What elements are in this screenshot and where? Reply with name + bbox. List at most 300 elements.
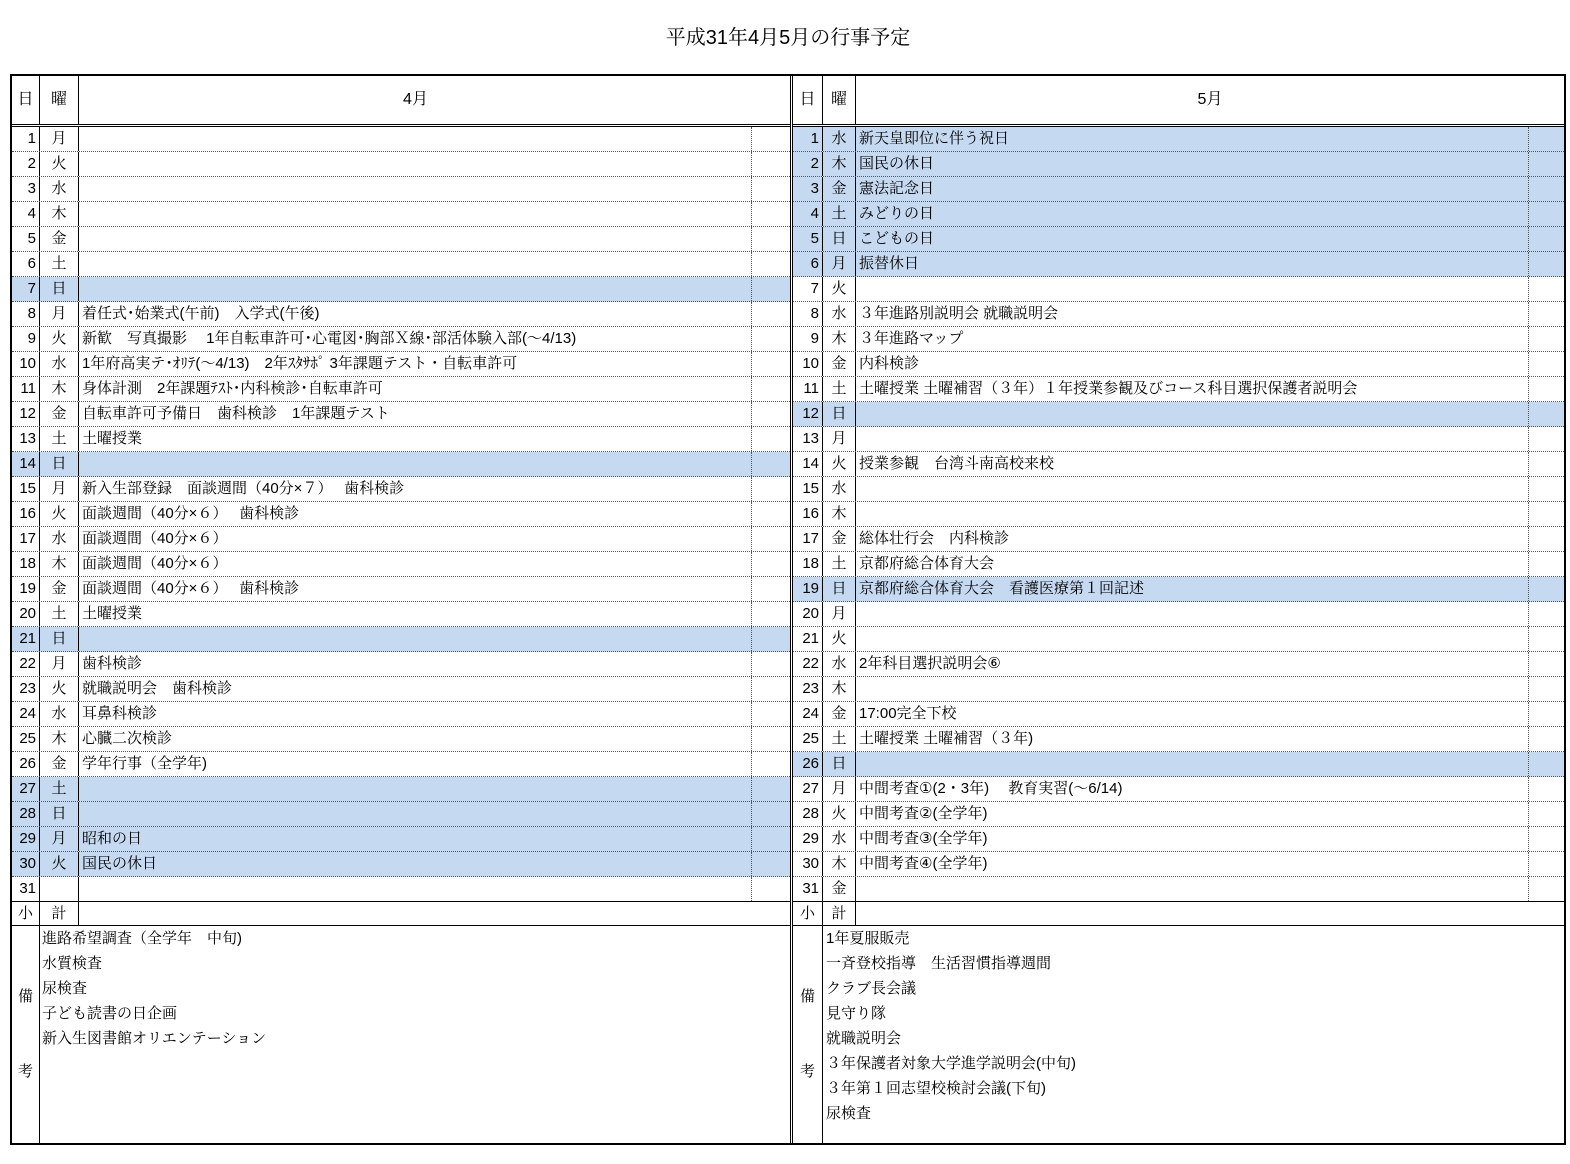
event-text: 中間考査④(全学年) xyxy=(856,852,1529,876)
day-number: 31 xyxy=(12,877,40,901)
weekday: 月 xyxy=(40,827,79,851)
weekday: 土 xyxy=(823,552,856,576)
notes-list xyxy=(40,926,790,1143)
schedule-row xyxy=(12,677,790,702)
extra-cell xyxy=(1529,327,1564,351)
day-number: 27 xyxy=(12,777,40,801)
event-text xyxy=(856,427,1529,451)
schedule-rows xyxy=(12,127,790,902)
table-header xyxy=(793,76,1564,127)
schedule-row xyxy=(793,702,1564,727)
event-text: 京都府総合体育大会 看護医療第１回記述 xyxy=(856,577,1529,601)
weekday: 日 xyxy=(823,402,856,426)
day-number: 19 xyxy=(12,577,40,601)
notes-section xyxy=(793,926,1564,1143)
weekday: 土 xyxy=(823,377,856,401)
day-number: 12 xyxy=(12,402,40,426)
note-item: ３年保護者対象大学進学説明会(中旬) xyxy=(826,1055,1076,1072)
schedule-row xyxy=(793,177,1564,202)
schedule-row xyxy=(12,552,790,577)
extra-cell xyxy=(1529,227,1564,251)
schedule-row xyxy=(12,377,790,402)
schedule-row xyxy=(12,127,790,152)
weekday: 日 xyxy=(40,452,79,476)
event-text: 新入生部登録 面談週間（40分×７） 歯科検診 xyxy=(79,477,752,501)
event-text xyxy=(79,152,752,176)
weekday: 水 xyxy=(823,302,856,326)
extra-cell xyxy=(752,652,790,676)
extra-cell xyxy=(752,627,790,651)
event-text xyxy=(79,802,752,826)
weekday: 木 xyxy=(40,552,79,576)
extra-cell xyxy=(1529,277,1564,301)
schedule-row xyxy=(12,652,790,677)
schedule-row xyxy=(793,627,1564,652)
extra-cell xyxy=(752,602,790,626)
extra-cell xyxy=(752,552,790,576)
weekday: 火 xyxy=(40,677,79,701)
schedule-row xyxy=(12,177,790,202)
event-text: 土曜授業 xyxy=(79,427,752,451)
weekday: 日 xyxy=(823,752,856,776)
day-number: 13 xyxy=(12,427,40,451)
schedule-row xyxy=(12,602,790,627)
schedule-row xyxy=(793,852,1564,877)
notes-label xyxy=(793,926,823,1143)
event-text xyxy=(79,177,752,201)
day-number: 21 xyxy=(12,627,40,651)
extra-cell xyxy=(752,127,790,151)
weekday: 月 xyxy=(823,427,856,451)
day-number: 7 xyxy=(12,277,40,301)
day-number: 1 xyxy=(793,127,823,151)
day-number: 2 xyxy=(793,152,823,176)
day-number: 5 xyxy=(793,227,823,251)
note-item: 一斉登校指導 生活習慣指導週間 xyxy=(826,955,1052,972)
extra-cell xyxy=(1529,477,1564,501)
weekday: 金 xyxy=(40,577,79,601)
schedule-row xyxy=(793,377,1564,402)
extra-cell xyxy=(1529,852,1564,876)
weekday: 金 xyxy=(823,177,856,201)
weekday: 火 xyxy=(823,802,856,826)
schedule-row xyxy=(793,877,1564,902)
weekday: 金 xyxy=(40,402,79,426)
day-number: 28 xyxy=(12,802,40,826)
subtotal-label-total: 計 xyxy=(823,902,856,925)
extra-cell xyxy=(752,502,790,526)
event-text: 身体計測 2年課題ﾃｽﾄ･内科検診･自転車許可 xyxy=(79,377,752,401)
schedule-row xyxy=(793,777,1564,802)
schedule-row xyxy=(793,402,1564,427)
header-month: 5月 xyxy=(1197,91,1223,108)
note-item: 1年夏服販売 xyxy=(826,930,910,947)
day-number: 22 xyxy=(12,652,40,676)
day-number: 10 xyxy=(793,352,823,376)
schedule-row xyxy=(12,527,790,552)
subtotal-value xyxy=(79,902,790,925)
weekday: 木 xyxy=(40,202,79,226)
extra-cell xyxy=(752,402,790,426)
weekday: 月 xyxy=(823,252,856,276)
event-text: 憲法記念日 xyxy=(856,177,1529,201)
day-number: 3 xyxy=(793,177,823,201)
weekday: 月 xyxy=(40,302,79,326)
schedule-row xyxy=(12,152,790,177)
notes-list xyxy=(823,926,1564,1143)
event-text: 面談週間（40分×６） xyxy=(79,552,752,576)
weekday: 火 xyxy=(40,327,79,351)
day-number: 25 xyxy=(793,727,823,751)
day-number: 11 xyxy=(12,377,40,401)
weekday: 水 xyxy=(40,702,79,726)
day-number: 1 xyxy=(12,127,40,151)
event-text: 中間考査③(全学年) xyxy=(856,827,1529,851)
note-item: 就職説明会 xyxy=(826,1030,902,1047)
note-item: 尿検査 xyxy=(826,1105,872,1122)
header-day: 日 xyxy=(12,76,40,124)
event-text xyxy=(856,277,1529,301)
day-number: 5 xyxy=(12,227,40,251)
weekday: 土 xyxy=(40,252,79,276)
extra-cell xyxy=(752,852,790,876)
day-number: 8 xyxy=(12,302,40,326)
extra-cell xyxy=(752,327,790,351)
subtotal-label-total: 計 xyxy=(40,902,79,925)
extra-cell xyxy=(1529,702,1564,726)
weekday: 日 xyxy=(40,277,79,301)
schedule-row xyxy=(12,702,790,727)
extra-cell xyxy=(752,702,790,726)
event-text: 新歓 写真撮影 1年自転車許可･心電図･胸部Ｘ線･部活体験入部(～4/13) xyxy=(79,327,752,351)
note-item: 見守り隊 xyxy=(826,1005,887,1022)
day-number: 16 xyxy=(12,502,40,526)
schedule-row xyxy=(12,502,790,527)
extra-cell xyxy=(752,377,790,401)
weekday: 水 xyxy=(823,127,856,151)
event-text: 土曜授業 xyxy=(79,602,752,626)
event-text: 内科検診 xyxy=(856,352,1529,376)
event-text: 心臓二次検診 xyxy=(79,727,752,751)
weekday: 水 xyxy=(40,527,79,551)
weekday: 木 xyxy=(823,327,856,351)
schedule-row xyxy=(12,802,790,827)
day-number: 11 xyxy=(793,377,823,401)
note-item: クラブ長会議 xyxy=(826,980,917,997)
header-month: 4月 xyxy=(403,91,428,108)
event-text xyxy=(856,752,1529,776)
extra-cell xyxy=(1529,752,1564,776)
day-number: 28 xyxy=(793,802,823,826)
day-number: 3 xyxy=(12,177,40,201)
day-number: 25 xyxy=(12,727,40,751)
extra-cell xyxy=(1529,627,1564,651)
extra-cell xyxy=(1529,652,1564,676)
weekday: 日 xyxy=(823,577,856,601)
schedule-row xyxy=(793,477,1564,502)
schedule-row xyxy=(793,652,1564,677)
event-text: ３年進路別説明会 就職説明会 xyxy=(856,302,1529,326)
schedule-row xyxy=(12,327,790,352)
event-text: 土曜授業 土曜補習（３年) xyxy=(856,727,1529,751)
weekday: 火 xyxy=(823,627,856,651)
event-text xyxy=(79,202,752,226)
schedule-row xyxy=(12,452,790,477)
day-number: 14 xyxy=(12,452,40,476)
weekday: 木 xyxy=(823,152,856,176)
event-text xyxy=(856,502,1529,526)
schedule-row xyxy=(12,577,790,602)
extra-cell xyxy=(752,177,790,201)
notes-section xyxy=(12,926,790,1143)
event-text: 新天皇即位に伴う祝日 xyxy=(856,127,1529,151)
weekday: 金 xyxy=(823,702,856,726)
event-text xyxy=(79,277,752,301)
notes-label xyxy=(12,926,40,1143)
extra-cell xyxy=(1529,377,1564,401)
schedule-rows xyxy=(793,127,1564,902)
day-number: 21 xyxy=(793,627,823,651)
day-number: 29 xyxy=(793,827,823,851)
extra-cell xyxy=(1529,677,1564,701)
extra-cell xyxy=(1529,252,1564,276)
day-number: 18 xyxy=(12,552,40,576)
extra-cell xyxy=(752,427,790,451)
day-number: 20 xyxy=(12,602,40,626)
schedule-row xyxy=(793,352,1564,377)
day-number: 12 xyxy=(793,402,823,426)
day-number: 13 xyxy=(793,427,823,451)
event-text xyxy=(79,452,752,476)
weekday: 月 xyxy=(823,777,856,801)
weekday: 火 xyxy=(823,277,856,301)
day-number: 6 xyxy=(12,252,40,276)
schedule-row xyxy=(12,252,790,277)
subtotal-label-small: 小 xyxy=(793,902,823,925)
weekday: 金 xyxy=(40,752,79,776)
day-number: 30 xyxy=(793,852,823,876)
weekday: 木 xyxy=(40,727,79,751)
header-day: 日 xyxy=(793,76,823,124)
schedule-row xyxy=(12,777,790,802)
day-number: 29 xyxy=(12,827,40,851)
event-text: 17:00完全下校 xyxy=(856,702,1529,726)
schedule-row xyxy=(793,152,1564,177)
day-number: 23 xyxy=(12,677,40,701)
extra-cell xyxy=(1529,577,1564,601)
day-number: 17 xyxy=(12,527,40,551)
extra-cell xyxy=(1529,727,1564,751)
schedule-row xyxy=(12,202,790,227)
day-number: 9 xyxy=(793,327,823,351)
schedule-row xyxy=(793,527,1564,552)
weekday: 水 xyxy=(40,352,79,376)
notes-label-char: 備 xyxy=(799,988,815,1005)
event-text xyxy=(856,602,1529,626)
day-number: 15 xyxy=(793,477,823,501)
weekday: 火 xyxy=(823,452,856,476)
schedule-row xyxy=(793,802,1564,827)
weekday: 金 xyxy=(823,877,856,901)
extra-cell xyxy=(1529,152,1564,176)
schedule-row xyxy=(793,127,1564,152)
event-text: 総体壮行会 内科検診 xyxy=(856,527,1529,551)
day-number: 4 xyxy=(12,202,40,226)
day-number: 24 xyxy=(12,702,40,726)
schedule-row xyxy=(12,302,790,327)
note-item: 新入生図書館オリエンテーション xyxy=(42,1030,267,1047)
notes-label-char: 備 xyxy=(17,988,33,1005)
extra-cell xyxy=(752,477,790,501)
weekday: 土 xyxy=(40,777,79,801)
event-text: 2年科目選択説明会⑥ xyxy=(856,652,1529,676)
day-number: 24 xyxy=(793,702,823,726)
day-number: 19 xyxy=(793,577,823,601)
day-number: 7 xyxy=(793,277,823,301)
may-table xyxy=(790,76,1564,1143)
subtotal-label-small: 小 xyxy=(12,902,40,925)
event-text: こどもの日 xyxy=(856,227,1529,251)
schedule-row xyxy=(793,602,1564,627)
event-text xyxy=(79,252,752,276)
event-text: 学年行事（全学年) xyxy=(79,752,752,776)
day-number: 31 xyxy=(793,877,823,901)
day-number: 6 xyxy=(793,252,823,276)
note-item: ３年第１回志望校検討会議(下旬) xyxy=(826,1080,1046,1097)
schedule-row xyxy=(12,352,790,377)
weekday: 土 xyxy=(823,202,856,226)
event-text: 中間考査①(2・3年) 教育実習(～6/14) xyxy=(856,777,1529,801)
table-header xyxy=(12,76,790,127)
event-text: 授業参観 台湾斗南高校来校 xyxy=(856,452,1529,476)
weekday: 火 xyxy=(40,152,79,176)
day-number: 26 xyxy=(12,752,40,776)
schedule-row xyxy=(12,877,790,902)
weekday: 月 xyxy=(823,602,856,626)
extra-cell xyxy=(1529,527,1564,551)
extra-cell xyxy=(752,152,790,176)
extra-cell xyxy=(1529,177,1564,201)
day-number: 26 xyxy=(793,752,823,776)
note-item: 子ども読書の日企画 xyxy=(42,1005,178,1022)
extra-cell xyxy=(1529,777,1564,801)
extra-cell xyxy=(752,777,790,801)
extra-cell xyxy=(752,577,790,601)
notes-label-char: 考 xyxy=(17,1063,33,1080)
schedule-row xyxy=(793,302,1564,327)
schedule-row xyxy=(793,727,1564,752)
event-text xyxy=(79,227,752,251)
extra-cell xyxy=(1529,802,1564,826)
weekday: 火 xyxy=(40,502,79,526)
weekday: 月 xyxy=(40,477,79,501)
extra-cell xyxy=(752,727,790,751)
event-text: 面談週間（40分×６） 歯科検診 xyxy=(79,577,752,601)
extra-cell xyxy=(752,527,790,551)
extra-cell xyxy=(1529,502,1564,526)
schedule-row xyxy=(12,402,790,427)
event-text: 1年府高実テ･ｵﾘﾃ(～4/13) 2年ｽﾀｻﾎﾟ 3年課題テスト・自転車許可 xyxy=(79,352,752,376)
schedule-row xyxy=(793,577,1564,602)
event-text: ３年進路マップ xyxy=(856,327,1529,351)
note-item: 尿検査 xyxy=(42,980,88,997)
event-text: 耳鼻科検診 xyxy=(79,702,752,726)
extra-cell xyxy=(1529,602,1564,626)
weekday: 土 xyxy=(40,602,79,626)
extra-cell xyxy=(752,352,790,376)
weekday: 木 xyxy=(823,852,856,876)
extra-cell xyxy=(752,277,790,301)
weekday xyxy=(40,877,79,901)
event-text: 就職説明会 歯科検診 xyxy=(79,677,752,701)
extra-cell xyxy=(1529,877,1564,901)
extra-cell xyxy=(752,877,790,901)
schedule-row xyxy=(793,202,1564,227)
event-text: 自転車許可予備日 歯科検診 1年課題テスト xyxy=(79,402,752,426)
weekday: 日 xyxy=(823,227,856,251)
schedule-row xyxy=(793,277,1564,302)
event-text: 面談週間（40分×６） 歯科検診 xyxy=(79,502,752,526)
schedule-row xyxy=(793,452,1564,477)
event-text: 面談週間（40分×６） xyxy=(79,527,752,551)
event-text xyxy=(856,477,1529,501)
event-text: 中間考査②(全学年) xyxy=(856,802,1529,826)
day-number: 8 xyxy=(793,302,823,326)
event-text: 京都府総合体育大会 xyxy=(856,552,1529,576)
weekday: 水 xyxy=(40,177,79,201)
extra-cell xyxy=(1529,352,1564,376)
page-title: 平成31年4月5月の行事予定 xyxy=(665,27,911,49)
day-number: 15 xyxy=(12,477,40,501)
event-text: みどりの日 xyxy=(856,202,1529,226)
day-number: 16 xyxy=(793,502,823,526)
weekday: 日 xyxy=(40,802,79,826)
weekday: 水 xyxy=(823,652,856,676)
event-text xyxy=(79,777,752,801)
weekday: 水 xyxy=(823,827,856,851)
event-text: 土曜授業 土曜補習（３年）１年授業参観及びコース科目選択保護者説明会 xyxy=(856,377,1529,401)
extra-cell xyxy=(1529,452,1564,476)
weekday: 木 xyxy=(823,677,856,701)
day-number: 23 xyxy=(793,677,823,701)
schedule-row xyxy=(12,827,790,852)
weekday: 月 xyxy=(40,127,79,151)
weekday: 水 xyxy=(823,477,856,501)
day-number: 17 xyxy=(793,527,823,551)
event-text: 国民の休日 xyxy=(79,852,752,876)
schedule-row xyxy=(793,327,1564,352)
extra-cell xyxy=(752,452,790,476)
schedule-row xyxy=(12,277,790,302)
extra-cell xyxy=(1529,202,1564,226)
subtotal-value xyxy=(856,902,1564,925)
extra-cell xyxy=(752,802,790,826)
weekday: 日 xyxy=(40,627,79,651)
schedule-row xyxy=(12,477,790,502)
schedule-row xyxy=(12,627,790,652)
weekday: 木 xyxy=(823,502,856,526)
extra-cell xyxy=(752,302,790,326)
extra-cell xyxy=(752,827,790,851)
subtotal-row xyxy=(12,902,790,926)
event-text xyxy=(856,627,1529,651)
extra-cell xyxy=(752,752,790,776)
event-text xyxy=(79,877,752,901)
day-number: 18 xyxy=(793,552,823,576)
schedule-sheet xyxy=(10,74,1566,1145)
weekday: 金 xyxy=(823,352,856,376)
header-weekday: 曜 xyxy=(823,76,856,124)
